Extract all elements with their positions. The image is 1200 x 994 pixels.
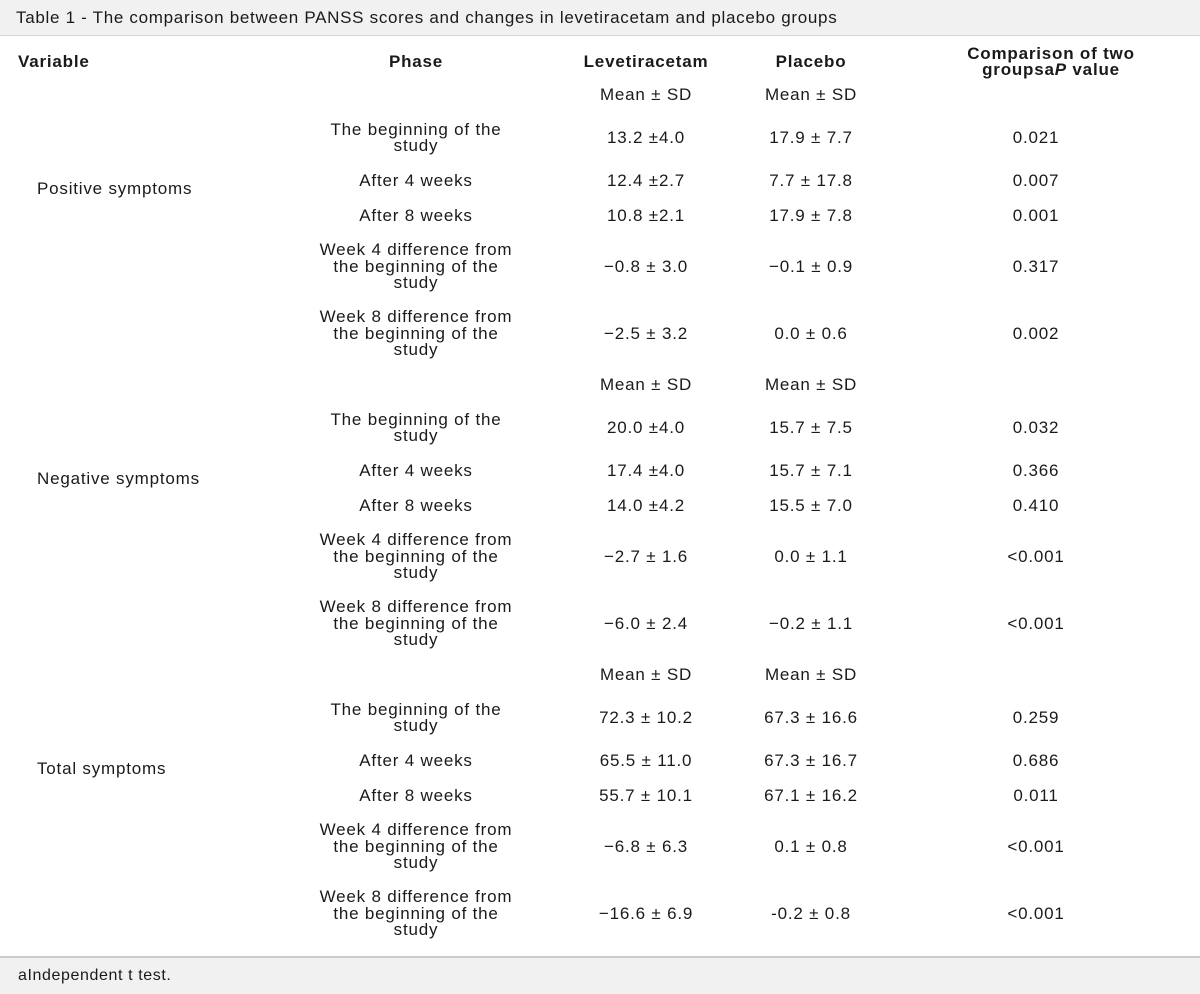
p-value: 0.686 — [1012, 751, 1060, 770]
placebo-value: 15.7 ± 7.1 — [769, 461, 853, 480]
levetiracetam-value: −0.8 ± 3.0 — [604, 257, 688, 276]
phase-label: The beginning of the — [330, 119, 502, 139]
phase-label: the beginning of the — [333, 323, 499, 343]
levetiracetam-stat-label: Mean ± SD — [599, 665, 693, 684]
phase-label: study — [393, 340, 439, 360]
placebo-value: −0.2 ± 1.1 — [769, 614, 853, 633]
p-value: 0.259 — [1012, 708, 1060, 727]
p-value: 0.366 — [1012, 461, 1060, 480]
p-value: <0.001 — [1007, 904, 1065, 923]
placebo-stat-label: Mean ± SD — [764, 85, 858, 104]
p-value: 0.007 — [1012, 171, 1060, 190]
placebo-value: 67.1 ± 16.2 — [764, 786, 858, 805]
phase-label: Week 4 difference from — [319, 530, 513, 550]
levetiracetam-value: 13.2 ±4.0 — [607, 128, 685, 147]
p-value: 0.317 — [1012, 257, 1060, 276]
header-levetiracetam: Levetiracetam — [583, 52, 709, 71]
placebo-stat-label: Mean ± SD — [764, 375, 858, 394]
levetiracetam-stat-label: Mean ± SD — [599, 375, 693, 394]
phase-label: Week 4 difference from — [319, 820, 513, 840]
phase-label: study — [393, 630, 439, 650]
phase-label: Week 4 difference from — [319, 240, 513, 260]
levetiracetam-value: 55.7 ± 10.1 — [599, 786, 693, 805]
p-value: <0.001 — [1007, 837, 1065, 856]
placebo-value: 7.7 ± 17.8 — [769, 171, 853, 190]
placebo-value: 17.9 ± 7.8 — [769, 206, 853, 225]
p-value: 0.011 — [1013, 786, 1059, 805]
phase-label: The beginning of the — [330, 699, 502, 719]
table-footnote: aIndependent t test. — [0, 956, 1200, 994]
levetiracetam-value: −16.6 ± 6.9 — [598, 904, 694, 923]
phase-label: The beginning of the — [330, 409, 502, 429]
phase-label: study — [393, 563, 439, 583]
panss-table — [0, 36, 1200, 956]
phase-label: After 8 weeks — [359, 495, 473, 515]
phase-label: study — [393, 920, 439, 940]
levetiracetam-value: 17.4 ±4.0 — [607, 461, 685, 480]
header-comparison-text: groupsaP value — [982, 60, 1120, 79]
variable-name: Positive symptoms — [37, 179, 193, 198]
phase-label: study — [393, 273, 439, 293]
levetiracetam-stat-label: Mean ± SD — [599, 85, 693, 104]
phase-label: study — [393, 853, 439, 873]
levetiracetam-value: −6.8 ± 6.3 — [604, 837, 688, 856]
placebo-value: -0.2 ± 0.8 — [771, 904, 851, 923]
placebo-value: 0.1 ± 0.8 — [774, 837, 848, 856]
phase-label: After 8 weeks — [359, 785, 473, 805]
p-italic: P — [1054, 60, 1067, 79]
levetiracetam-value: 72.3 ± 10.2 — [599, 708, 693, 727]
p-value: <0.001 — [1007, 547, 1065, 566]
phase-label: Week 8 difference from — [319, 887, 513, 907]
p-value: 0.410 — [1012, 496, 1060, 515]
p-value: <0.001 — [1007, 614, 1065, 633]
phase-label: the beginning of the — [333, 903, 499, 923]
phase-label: study — [393, 136, 439, 155]
p-value: 0.021 — [1012, 128, 1060, 147]
placebo-value: 0.0 ± 1.1 — [774, 547, 848, 566]
placebo-value: 67.3 ± 16.6 — [764, 708, 858, 727]
placebo-value: 15.7 ± 7.5 — [769, 418, 853, 437]
p-value: 0.001 — [1012, 206, 1060, 225]
placebo-stat-label: Mean ± SD — [764, 665, 858, 684]
placebo-value: 17.9 ± 7.7 — [769, 128, 853, 147]
header-phase: Phase — [388, 52, 444, 71]
table-caption: Table 1 - The comparison between PANSS scores and changes in levetiracetam and placebo groups — [0, 0, 1200, 36]
levetiracetam-value: −6.0 ± 2.4 — [604, 614, 688, 633]
p-value: 0.032 — [1012, 418, 1060, 437]
header-comparison-line1: Comparison of two — [967, 44, 1135, 63]
phase-label: Week 8 difference from — [319, 307, 513, 327]
phase-label: After 4 weeks — [359, 750, 473, 770]
placebo-value: 15.5 ± 7.0 — [769, 496, 853, 515]
levetiracetam-value: 65.5 ± 11.0 — [599, 751, 693, 770]
placebo-value: 0.0 ± 0.6 — [774, 324, 848, 343]
phase-label: the beginning of the — [333, 613, 499, 633]
header-placebo: Placebo — [775, 52, 847, 71]
phase-label: the beginning of the — [333, 546, 499, 566]
phase-label: study — [393, 426, 439, 445]
levetiracetam-value: 14.0 ±4.2 — [607, 496, 685, 515]
levetiracetam-value: 12.4 ±2.7 — [607, 171, 685, 190]
levetiracetam-value: 10.8 ±2.1 — [607, 206, 685, 225]
placebo-value: 67.3 ± 16.7 — [764, 751, 858, 770]
phase-label: After 8 weeks — [359, 205, 473, 225]
levetiracetam-value: −2.7 ± 1.6 — [604, 547, 688, 566]
phase-label: the beginning of the — [333, 256, 499, 276]
phase-label: study — [393, 716, 439, 735]
phase-label: After 4 weeks — [359, 460, 473, 480]
phase-label: the beginning of the — [333, 836, 499, 856]
placebo-value: −0.1 ± 0.9 — [769, 257, 853, 276]
levetiracetam-value: −2.5 ± 3.2 — [604, 324, 688, 343]
variable-name: Total symptoms — [37, 759, 167, 778]
variable-name: Negative symptoms — [37, 469, 200, 488]
p-value: 0.002 — [1012, 324, 1060, 343]
phase-label: Week 8 difference from — [319, 597, 513, 617]
header-variable: Variable — [18, 52, 90, 71]
phase-label: After 4 weeks — [359, 170, 473, 190]
levetiracetam-value: 20.0 ±4.0 — [607, 418, 685, 437]
header-comparison-line2 — [926, 61, 1176, 78]
